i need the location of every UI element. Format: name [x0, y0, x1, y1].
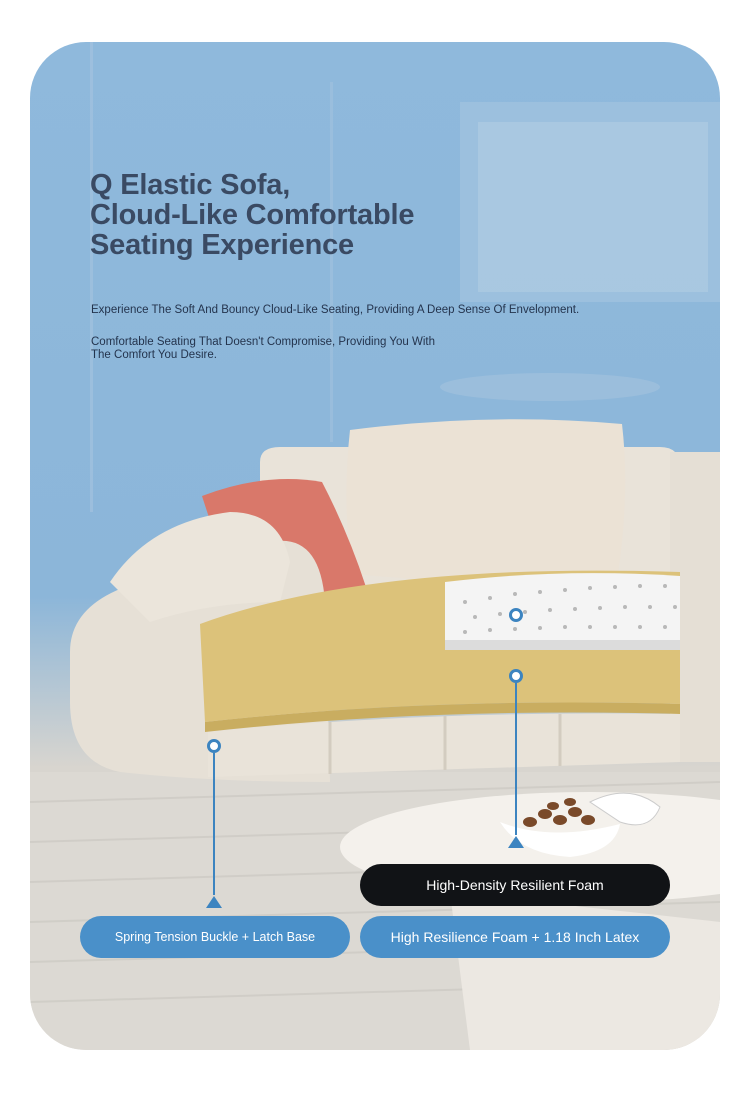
headline-line-1: Q Elastic Sofa,	[90, 169, 291, 201]
callout-line-base	[213, 753, 215, 895]
description-2: Comfortable Seating That Doesn't Compromise, Providing You With The Comfort You Desire.	[91, 336, 435, 361]
callout-base: Spring Tension Buckle + Latch Base	[80, 916, 350, 958]
marker-latex-top	[509, 608, 523, 622]
marker-base	[207, 739, 221, 753]
headline-line-2: Cloud-Like Comfortable	[90, 199, 415, 231]
headline-line-3: Seating Experience	[90, 229, 354, 261]
marker-foam	[509, 669, 523, 683]
product-banner	[30, 42, 720, 1050]
description-1: Experience The Soft And Bouncy Cloud-Like Seating, Providing A Deep Sense Of Envelopment.	[91, 304, 580, 316]
callout-line-cushion	[515, 683, 517, 835]
callout-arrow-base	[206, 896, 222, 908]
callout-arrow-cushion	[508, 836, 524, 848]
callout-top-foam: High-Density Resilient Foam	[360, 864, 670, 906]
callout-cushion: High Resilience Foam + 1.18 Inch Latex	[360, 916, 670, 958]
